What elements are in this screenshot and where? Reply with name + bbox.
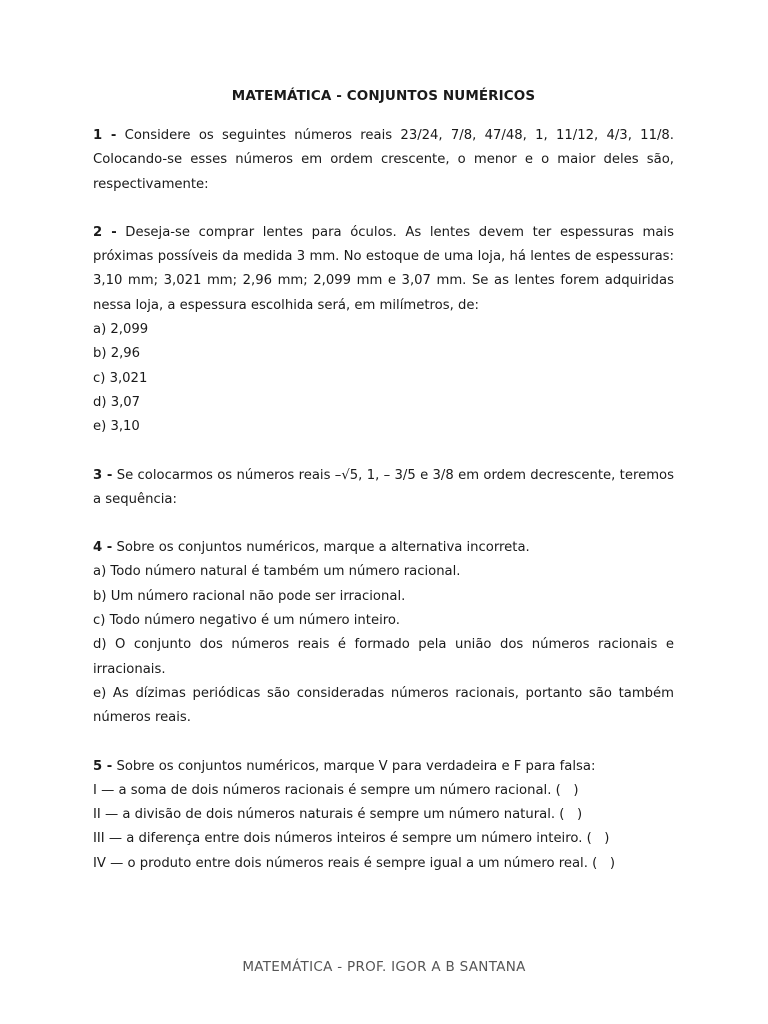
question-4-option-c: c) Todo número negativo é um número inteiro. [93, 613, 400, 629]
question-2 [93, 221, 674, 440]
question-2-option-e: e) 3,10 [93, 419, 140, 435]
question-2-option-b: b) 2,96 [93, 346, 141, 362]
question-3-text [93, 464, 674, 513]
question-3 [93, 464, 674, 513]
question-4-option-a: a) Todo número natural é também um número racional. [93, 564, 461, 580]
question-2-option-a: a) 2,099 [93, 322, 149, 338]
question-5-number: 5 - [93, 758, 113, 774]
question-5-item-ii: II — a divisão de dois números naturais é sempre um número natural. ( ) [93, 807, 583, 823]
question-1-number: 1 - [93, 128, 117, 143]
question-4-option-e: e) As dízimas periódicas são consideradas números racionais, portanto são também números reais. [93, 685, 674, 726]
question-2-option-c: c) 3,021 [93, 370, 148, 386]
question-4-statement: Sobre os conjuntos numéricos, marque a alternativa incorreta. [116, 540, 530, 556]
question-2-text [93, 221, 674, 318]
question-5-item-iv: IV — o produto entre dois números reais é sempre igual a um número real. ( ) [93, 855, 615, 871]
question-3-number: 3 - [93, 467, 113, 483]
question-4-number: 4 - [93, 540, 113, 556]
question-3-statement: Se colocarmos os números reais –√5, 1, – 3/5 e 3/8 em ordem decrescente, teremos a sequência: [93, 467, 674, 507]
question-1-text [93, 124, 674, 197]
question-2-number: 2 - [93, 224, 117, 240]
question-5-item-iii: III — a diferença entre dois números inteiros é sempre um número inteiro. ( ) [93, 831, 610, 847]
question-4-text [93, 536, 674, 560]
question-5-item-i: I — a soma de dois números racionais é sempre um número racional. ( ) [93, 782, 579, 798]
question-4-option-b: b) Um número racional não pode ser irracional. [93, 588, 406, 604]
question-2-statement: Deseja-se comprar lentes para óculos. As lentes devem ter espessuras mais próximas possíveis da medida 3 mm. No estoque de uma loja, há lentes de espessuras: 3,10 mm; 3,021 mm; 2,96 mm; 2,099 mm e 3,07 mm. Se as lentes forem adquiridas nessa loja, a espessura escolhida será, em milímetros, de: [93, 224, 674, 313]
question-5 [93, 755, 674, 876]
question-5-text [93, 755, 674, 779]
document-page [93, 84, 674, 900]
question-2-option-d: d) 3,07 [93, 394, 141, 410]
question-4-option-d: d) O conjunto dos números reais é formado pela união dos números racionais e irracionais. [93, 637, 674, 677]
question-4 [93, 536, 674, 730]
page-title: MATEMÁTICA - CONJUNTOS NUMÉRICOS [231, 88, 536, 104]
question-1 [93, 124, 674, 197]
page-footer: MATEMÁTICA - PROF. IGOR A B SANTANA [242, 959, 526, 975]
question-5-statement: Sobre os conjuntos numéricos, marque V para verdadeira e F para falsa: [116, 758, 596, 774]
question-1-statement: Considere os seguintes números reais 23/24, 7/8, 47/48, 1, 11/12, 4/3, 11/8. Colocando-se esses números em ordem crescente, o menor e o maior deles são, respectivamente: [93, 128, 674, 192]
